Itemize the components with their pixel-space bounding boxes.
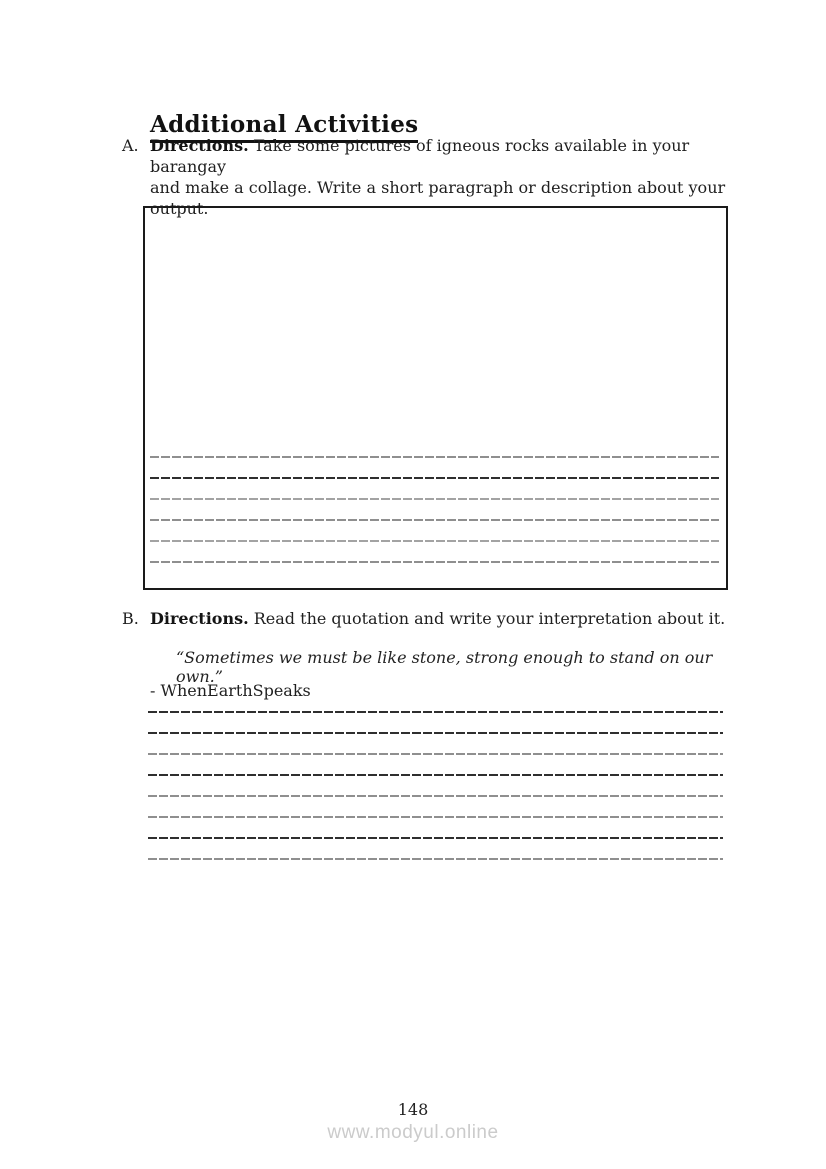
collage-box bbox=[143, 206, 728, 590]
collage-box-answer-lines bbox=[150, 437, 719, 563]
watermark-text: www.modyul.online bbox=[327, 1122, 499, 1143]
section-b-marker: B. bbox=[122, 609, 139, 628]
answer-line bbox=[148, 797, 723, 818]
answer-line bbox=[148, 839, 723, 860]
quotation-text: “Sometimes we must be like stone, strong enough to stand on our own.” bbox=[176, 648, 713, 686]
answer-line bbox=[150, 521, 719, 542]
section-b-directions bbox=[150, 608, 732, 629]
section-a-text-line-2: and make a collage. Write a short paragraph or description about your bbox=[150, 178, 726, 197]
section-b-answer-lines bbox=[148, 692, 723, 860]
answer-line bbox=[150, 542, 719, 563]
section-b-text-line bbox=[150, 608, 732, 629]
quotation-attribution: - WhenEarthSpeaks bbox=[150, 681, 311, 700]
answer-line bbox=[150, 458, 719, 479]
answer-line bbox=[150, 437, 719, 458]
answer-line bbox=[150, 500, 719, 521]
page-title: Additional Activities bbox=[150, 112, 418, 142]
section-a-text-part-1: Take some pictures of igneous rocks available in your barangay bbox=[150, 136, 690, 176]
section-a-directions-label: Directions. bbox=[150, 136, 249, 155]
answer-line bbox=[148, 734, 723, 755]
section-a-text-line-1 bbox=[150, 135, 732, 177]
section-b-directions-label: Directions. bbox=[150, 609, 249, 628]
answer-line bbox=[148, 818, 723, 839]
answer-line bbox=[148, 755, 723, 776]
page-number: 148 bbox=[397, 1100, 429, 1119]
answer-line bbox=[148, 713, 723, 734]
section-a-text-line-3: output. bbox=[150, 199, 209, 218]
section-b-text: Read the quotation and write your interpretation about it. bbox=[253, 609, 726, 628]
answer-line bbox=[150, 479, 719, 500]
answer-line bbox=[148, 692, 723, 713]
answer-line bbox=[148, 776, 723, 797]
section-a-marker: A. bbox=[122, 136, 139, 155]
